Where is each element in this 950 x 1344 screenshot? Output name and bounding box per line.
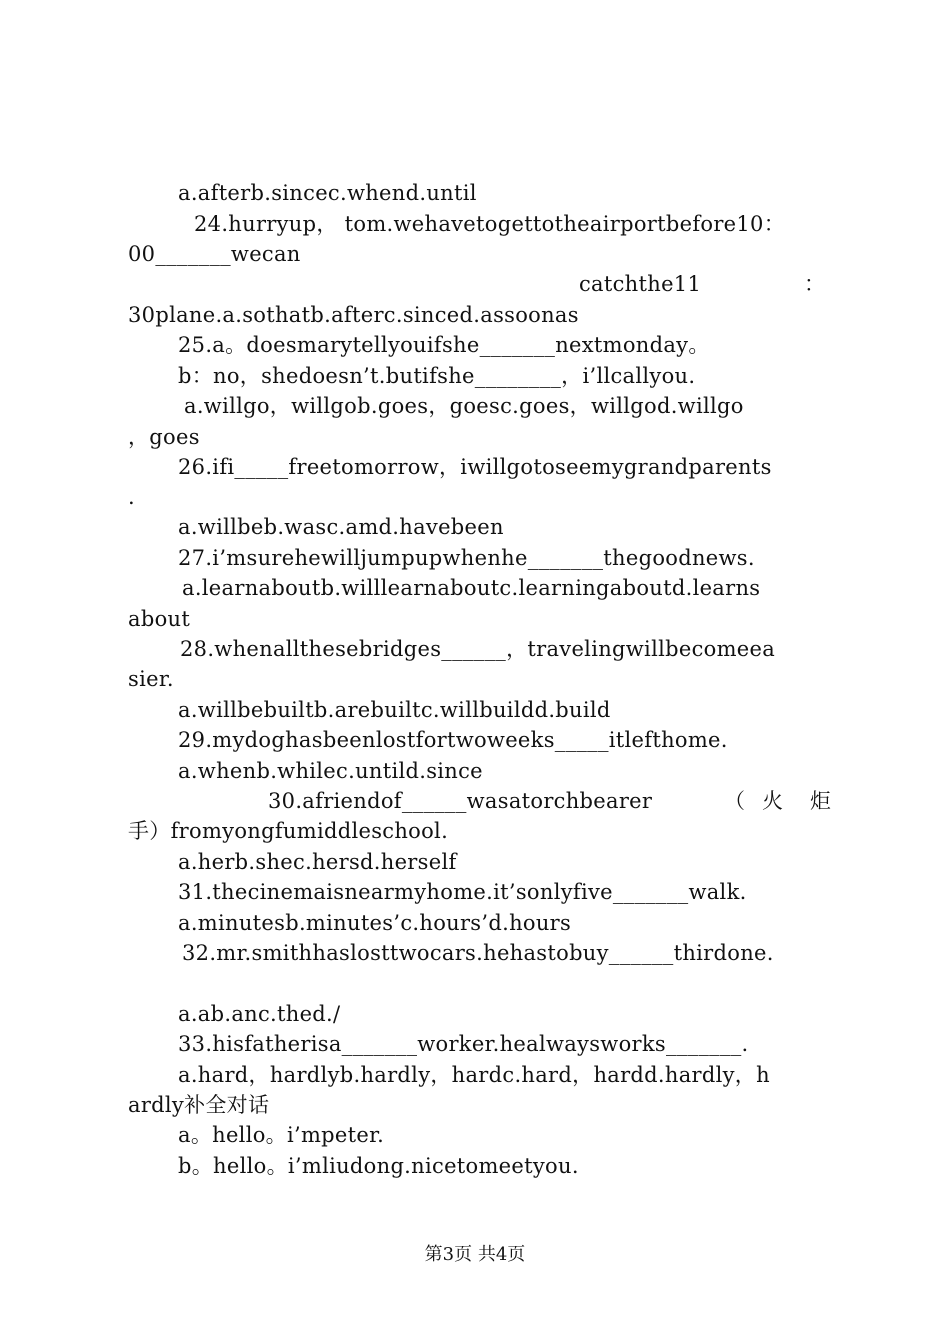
text-line: 29.mydoghasbeenlostfortwoweeks_____itlefthome. — [178, 728, 728, 752]
text-line: ，goes — [128, 425, 200, 449]
text-line: b：no，shedoesn’t.butifshe________，i’llcallyou. — [178, 364, 696, 388]
text-line: 28.whenallthesebridges______，travelingwillbecomeea — [180, 637, 776, 661]
text-line: 24.hurryup， tom.wehavetogettotheairportbefore10： — [194, 212, 786, 236]
text-line: 26.ifi_____freetomorrow，iwillgotoseemygrandparents — [178, 455, 772, 479]
text-line: sier. — [128, 667, 174, 691]
text-line: . — [128, 485, 135, 509]
text-line: 32.mr.smithhaslosttwocars.hehastobuy______thirdone. — [182, 941, 774, 965]
text-line: 30.afriendof______wasatorchbearer — [268, 789, 653, 813]
text-line: a.willgo，willgob.goes，goesc.goes，willgod.willgo — [184, 394, 744, 418]
text-line: a.hard，hardlyb.hardly，hardc.hard，hardd.hardly，h — [178, 1063, 770, 1087]
text-line: b。hello。i’mliudong.nicetomeetyou. — [178, 1154, 579, 1178]
text-line: about — [128, 607, 191, 631]
text-line: a.willbeb.wasc.amd.havebeen — [178, 515, 504, 539]
text-line: a。hello。i’mpeter. — [178, 1123, 385, 1147]
text-line: ： — [804, 272, 826, 296]
text-line: a.minutesb.minutes’c.hours’d.hours — [178, 911, 572, 935]
text-line: 火 — [762, 789, 784, 813]
text-line: 手）fromyongfumiddleschool. — [128, 819, 449, 843]
text-line: 31.thecinemaisnearmyhome.it’sonlyfive_______walk. — [178, 880, 747, 904]
text-line: a.herb.shec.hersd.herself — [178, 850, 457, 874]
text-line: 炬 — [810, 789, 832, 813]
text-line: ardly补全对话 — [128, 1093, 270, 1117]
text-line: 30plane.a.sothatb.afterc.sinced.assoonas — [128, 303, 579, 327]
text-line: a.afterb.sincec.whend.until — [178, 181, 477, 205]
text-line: a.whenb.whilec.untild.since — [178, 759, 483, 783]
text-line: 33.hisfatherisa_______worker.healwaysworks_______. — [178, 1032, 749, 1056]
text-line: 27.i’msurehewilljumpupwhenhe_______thegoodnews. — [178, 546, 755, 570]
text-line: a.learnaboutb.willlearnaboutc.learningaboutd.learns — [182, 576, 761, 600]
text-line: a.ab.anc.thed./ — [178, 1002, 341, 1026]
page-footer: 第3页 共4页 — [424, 1244, 526, 1265]
text-line: catchthe11 — [579, 272, 702, 296]
text-line: a.willbebuiltb.arebuiltc.willbuildd.build — [178, 698, 611, 722]
text-line: 00_______wecan — [128, 242, 301, 266]
text-line: 25.a。doesmarytellyouifshe_______nextmonday。 — [178, 333, 710, 357]
text-line: （ — [724, 789, 746, 813]
